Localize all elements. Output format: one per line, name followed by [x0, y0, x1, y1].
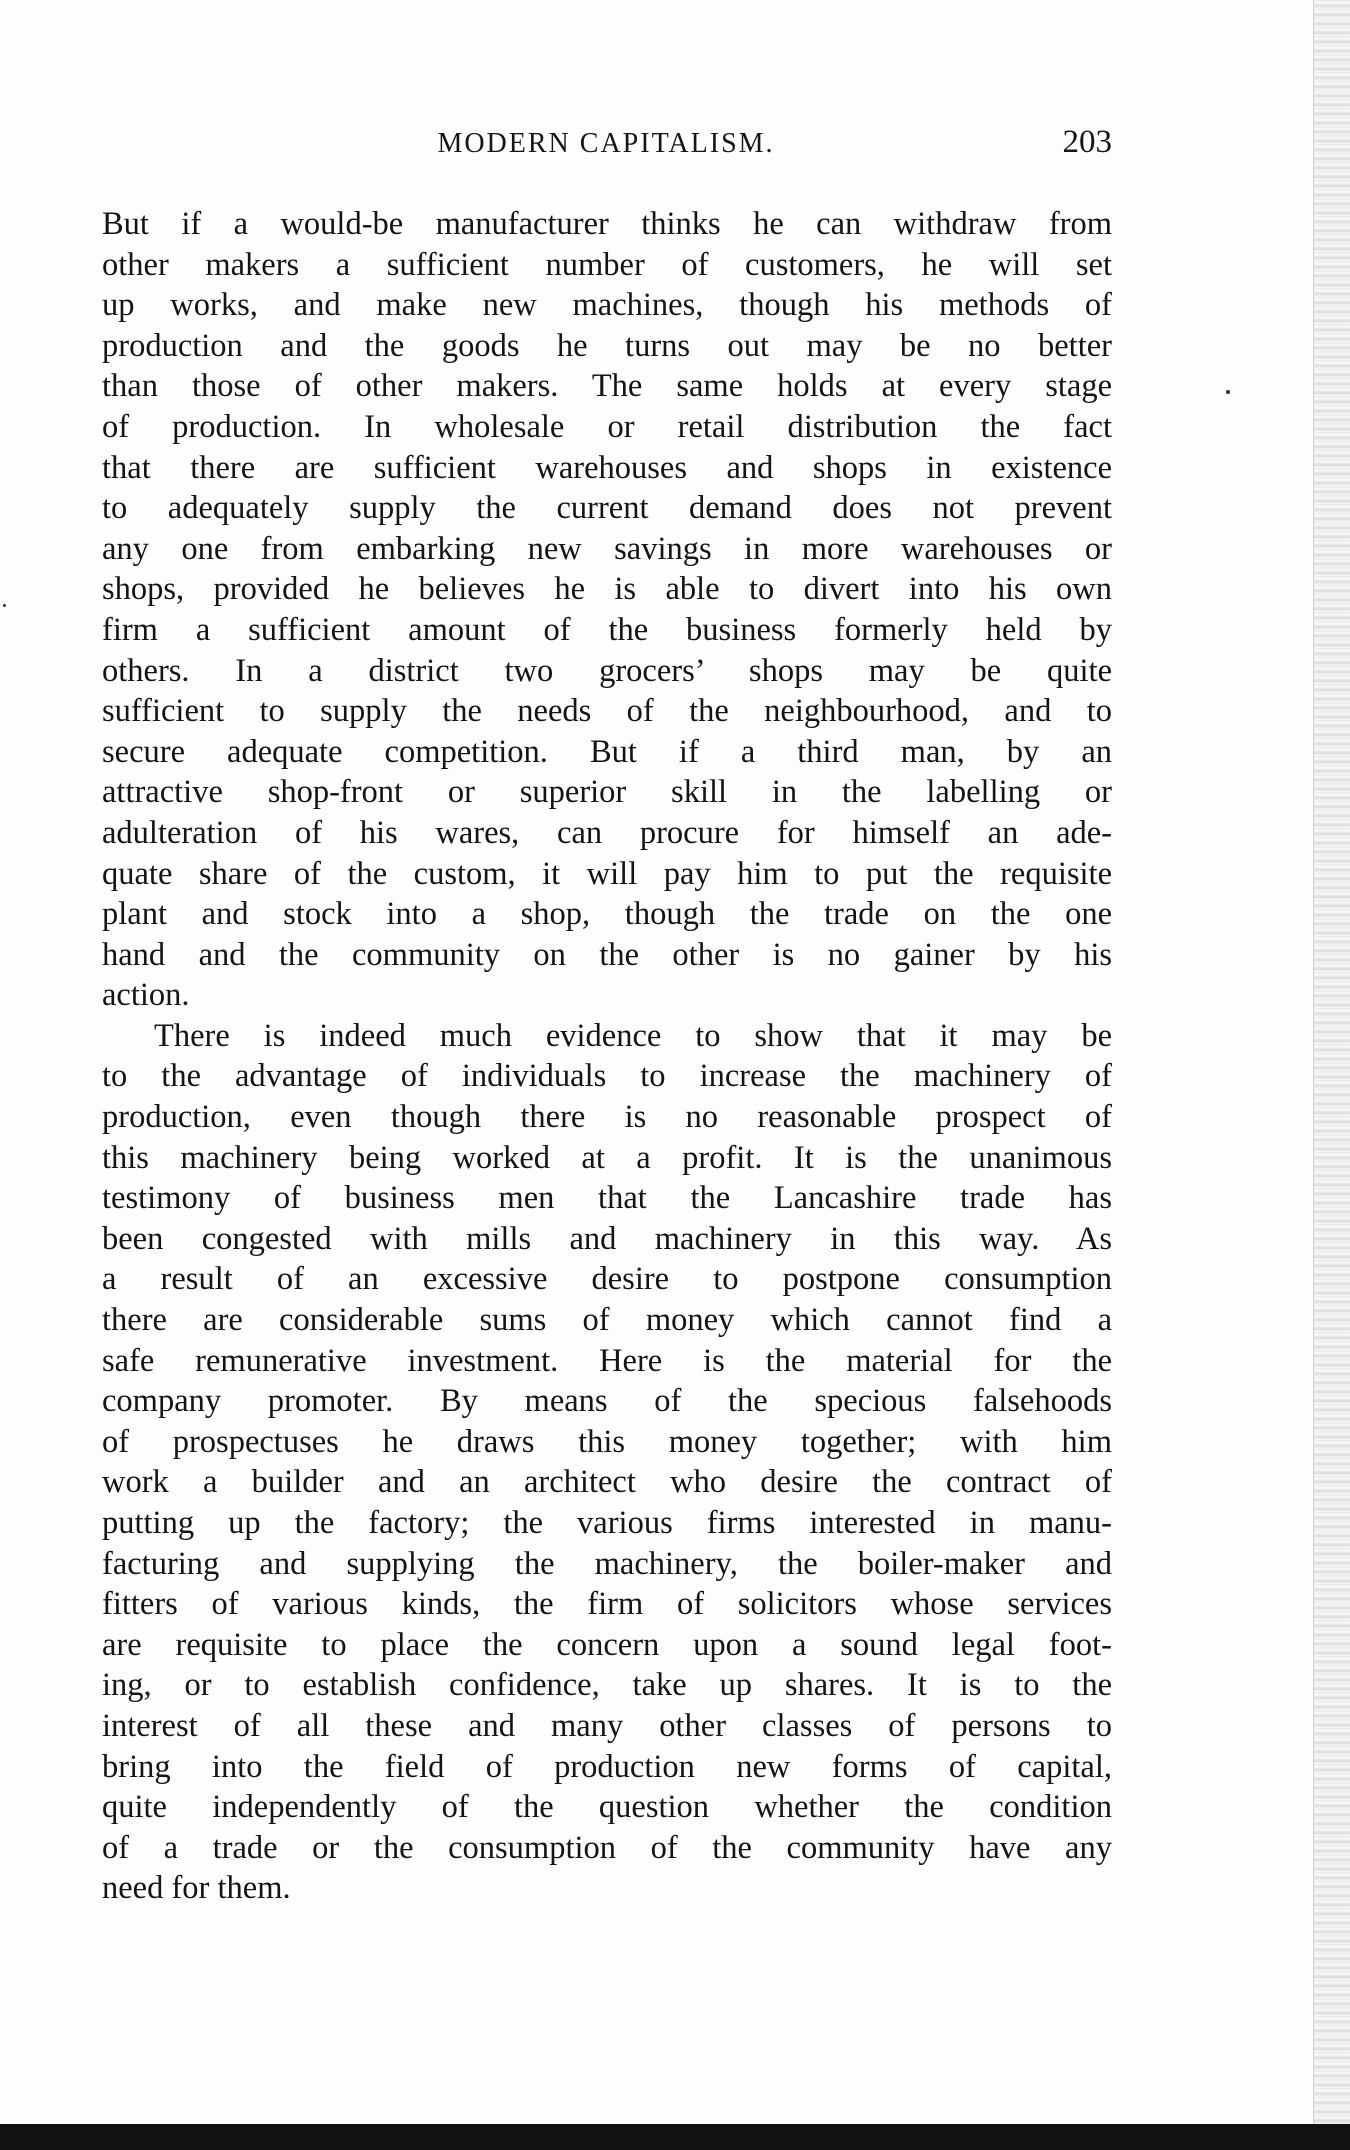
- paragraph: [102, 204, 1112, 1016]
- text-line: are requisite to place the concern upon a sound legal foot-: [102, 1626, 1112, 1663]
- text-line: others. In a district two grocers’ shops may be quite: [102, 652, 1112, 689]
- text-line: ing, or to establish confidence, take up shares. It is to the: [102, 1667, 1112, 1704]
- text-line: hand and the community on the other is no gainer by his: [102, 936, 1112, 973]
- text-line: been congested with mills and machinery in this way. As: [102, 1220, 1112, 1257]
- paragraph: [102, 1016, 1112, 1909]
- text-line: facturing and supplying the machinery, the boiler-maker and: [102, 1545, 1112, 1582]
- text-line: testimony of business men that the Lancashire trade has: [102, 1180, 1112, 1217]
- text-line: fitters of various kinds, the firm of solicitors whose services: [102, 1586, 1112, 1623]
- page-number: 203: [1062, 124, 1112, 160]
- text-line: that there are sufficient warehouses and shops in existence: [102, 449, 1112, 486]
- body-text: [102, 204, 1112, 1909]
- text-line: interest of all these and many other classes of persons to: [102, 1707, 1112, 1744]
- text-line: to adequately supply the current demand does not prevent: [102, 490, 1112, 527]
- text-line: production and the goods he turns out may be no better: [102, 327, 1112, 364]
- text-line: there are considerable sums of money which cannot find a: [102, 1302, 1112, 1339]
- text-line: There is indeed much evidence to show that it may be: [154, 1017, 1112, 1054]
- stray-ink-mark: [1226, 390, 1230, 394]
- text-line: production, even though there is no reasonable prospect of: [102, 1099, 1112, 1136]
- scan-bottom-edge: [0, 2124, 1350, 2150]
- text-line: this machinery being worked at a profit. It is the unanimous: [102, 1139, 1112, 1176]
- text-line: up works, and make new machines, though his methods of: [102, 287, 1112, 324]
- text-line: firm a sufficient amount of the business formerly held by: [102, 611, 1112, 648]
- text-line: to the advantage of individuals to increase the machinery of: [102, 1058, 1112, 1095]
- running-header: [100, 124, 1112, 176]
- text-line: company promoter. By means of the specious falsehoods: [102, 1383, 1112, 1420]
- text-line: secure adequate competition. But if a third man, by an: [102, 733, 1112, 770]
- stray-ink-mark: [3, 604, 6, 607]
- text-line: putting up the factory; the various firms interested in manu-: [102, 1505, 1112, 1541]
- text-line: of prospectuses he draws this money together; with him: [102, 1423, 1112, 1460]
- text-line: plant and stock into a shop, though the trade on the one: [102, 896, 1112, 933]
- text-line: attractive shop-front or superior skill in the labelling or: [102, 774, 1112, 811]
- text-line: action.: [102, 977, 190, 1014]
- text-line: work a builder and an architect who desire the contract of: [102, 1464, 1112, 1501]
- text-line: But if a would-be manufacturer thinks he can withdraw from: [102, 206, 1112, 242]
- text-line: adulteration of his wares, can procure for himself an ade-: [102, 814, 1112, 851]
- text-line: need for them.: [102, 1870, 291, 1907]
- text-line: than those of other makers. The same holds at every stage: [102, 368, 1112, 405]
- text-line: quate share of the custom, it will pay him to put the requisite: [102, 855, 1112, 892]
- text-line: of production. In wholesale or retail distribution the fact: [102, 408, 1112, 445]
- text-line: of a trade or the consumption of the community have any: [102, 1829, 1112, 1866]
- binding-gutter: [1313, 0, 1350, 2150]
- text-line: bring into the field of production new forms of capital,: [102, 1748, 1112, 1785]
- text-line: other makers a sufficient number of customers, he will set: [102, 246, 1112, 283]
- text-line: safe remunerative investment. Here is the material for the: [102, 1342, 1112, 1379]
- text-line: sufficient to supply the needs of the neighbourhood, and to: [102, 693, 1112, 730]
- text-line: quite independently of the question whether the condition: [102, 1789, 1112, 1826]
- text-line: a result of an excessive desire to postpone consumption: [102, 1261, 1112, 1298]
- running-title: MODERN CAPITALISM.: [437, 128, 775, 159]
- text-line: shops, provided he believes he is able to divert into his own: [102, 571, 1112, 608]
- text-line: any one from embarking new savings in more warehouses or: [102, 530, 1112, 567]
